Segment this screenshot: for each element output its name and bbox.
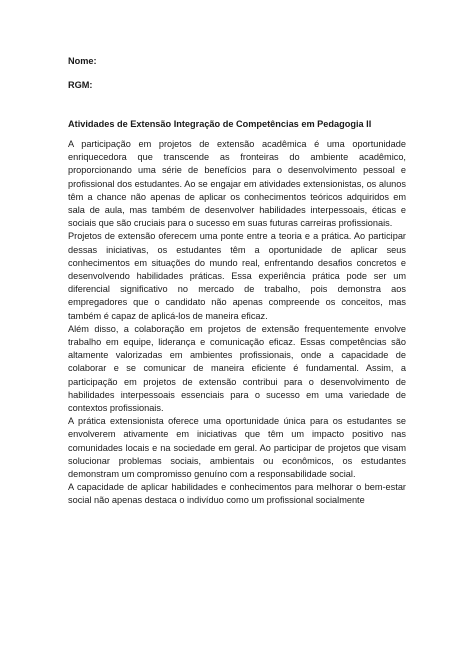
paragraph-1: A participação em projetos de extensão acadêmica é uma oportunidade enriquecedora que transcende as fronteiras do ambiente acadêmico, proporcionando uma série de benefícios para o desenvolvimento pessoal e profissional dos estudantes. Ao se engajar em atividades extensionistas, os alunos têm a chance não apenas de aplicar os conhecimentos teóricos adquiridos em sala de aula, mas também de desenvolver habilidades interpessoais, éticas e sociais que são cruciais para o sucesso em suas futuras carreiras profissionais. [68,139,406,229]
paragraph-4: A prática extensionista oferece uma oportunidade única para os estudantes se envolverem ativamente em iniciativas que têm um impacto positivo nas comunidades locais e na sociedade em geral. Ao participar de projetos que visam solucionar problemas sociais, ambientais ou econômicos, os estudantes demonstram um compromisso genuíno com a responsabilidade social. [68,416,406,480]
paragraph-3: Além disso, a colaboração em projetos de extensão frequentemente envolve trabalho em equipe, liderança e comunicação eficaz. Essas competências são altamente valorizadas em ambientes profissionais, onde a capacidade de colaborar e se comunicar de maneira eficiente é fundamental. Assim, a participação em projetos de extensão contribui para o desenvolvimento de habilidades interpessoais essenciais para o sucesso em uma variedade de contextos profissionais. [68,323,406,414]
name-field-label: Nome: [68,56,97,66]
paragraph-5: A capacidade de aplicar habilidades e conhecimentos para melhorar o bem-estar social não apenas destaca o indivíduo como um profissional socialmente [68,482,406,506]
document-content [68,55,406,508]
rgm-field-label: RGM: [68,80,93,90]
document-title: Atividades de Extensão Integração de Competências em Pedagogia II [68,119,372,129]
paragraph-2: Projetos de extensão oferecem uma ponte entre a teoria e a prática. Ao participar dessas iniciativas, os estudantes têm a oportunidade de aplicar seus conhecimentos em situações do mundo real, enfrentando desafios concretos e desenvolvendo habilidades práticas. Essa experiência prática pode ser um diferencial significativo no mercado de trabalho, pois demonstra aos empregadores que o candidato não apenas compreende os conceitos, mas também é capaz de aplicá-los de maneira eficaz. [68,231,406,321]
